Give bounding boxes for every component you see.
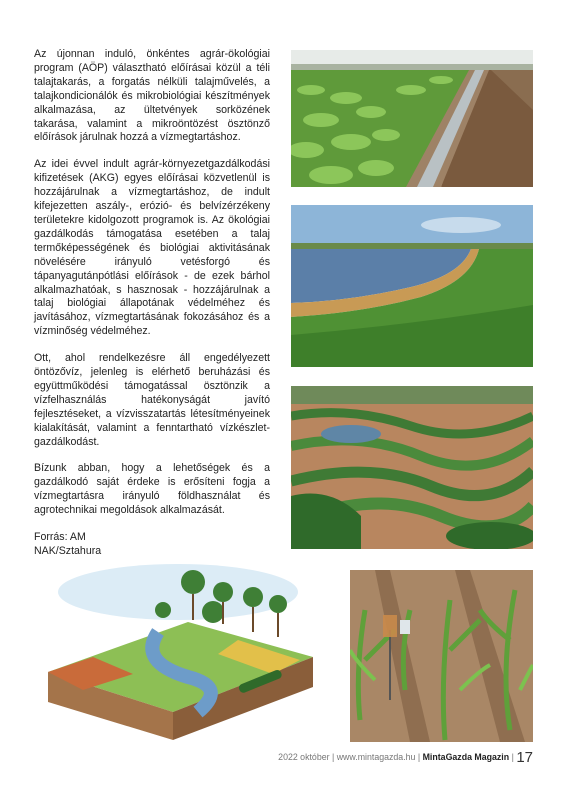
photo-retention-pond xyxy=(291,205,533,367)
photo-irrigation-ditch xyxy=(291,50,533,187)
illustration-landscape-block xyxy=(38,562,316,742)
paragraph-irrigation: Ott, ahol rendelkezésre áll engedélyezett öntözővíz, jelenleg is elérhető beruházási és együttműködési támogatással ösztönzik a vízfelhasználás hatékonyságát javító fejlesztéseket, a vízvisszatartás létesítményeinek kialakítását, valamint a fenntartható vízkészlet-gazdálkodást. xyxy=(34,352,270,448)
source-credit xyxy=(34,531,270,559)
footer-date-site: 2022 október | www.mintagazda.hu | xyxy=(278,752,423,762)
paragraph-akg: Az idei évvel indult agrár-környezetgazdálkodási kifizetések (AKG) egyes előírásai közvetlenül is hozzájárulnak a vízmegtartáshoz, de indult kifejezetten aszály-, erózió- és belvízérzékeny területekre kidolgozott programok is. Az ökológiai gazdálkodás támogatása esetében a talaj termőképességének és biológiai aktivitásának növelésére irányuló vetésforgó és tápanyagutánpótlási előírások - de ezek bárhol alkalmazhatóak, s hasznosak - hozzájárulnak a talaj biológiai állapotának védelméhez és javításához, vízmegtartásának fokozásához és a vízminőség védelméhez. xyxy=(34,158,270,338)
paragraph-conclusion: Bízunk abban, hogy a lehetőségek és a gazdálkodó saját érdeke is erősíteni fogja a vízmegtartásra irányuló földhasználat és agrotechnikai megoldások alkalmazását. xyxy=(34,462,270,517)
photo-aerial-fields xyxy=(291,386,533,549)
page-footer xyxy=(278,749,533,766)
article-text-column xyxy=(34,48,270,559)
footer-magazine-name: MintaGazda Magazin xyxy=(422,752,510,762)
photo-corn-rows xyxy=(350,570,533,742)
source-line-2: NAK/Sztahura xyxy=(34,545,102,557)
source-line-1: Forrás: AM xyxy=(34,531,86,544)
paragraph-aop: Az újonnan induló, önkéntes agrár-ökológiai program (AÖP) választható előírásai közül a téli talajtakarás, a forgatás nélküli talajművelés, a talajkondicionálók és mikrobiológiai készítmények alkalmazása, az ültetvények sorközének takarása, valamint a mikroöntözést ösztönző előírások járulnak hozzá a vízmegtartáshoz. xyxy=(34,48,270,144)
footer-separator: | xyxy=(509,752,517,762)
page-number: 17 xyxy=(516,749,533,766)
